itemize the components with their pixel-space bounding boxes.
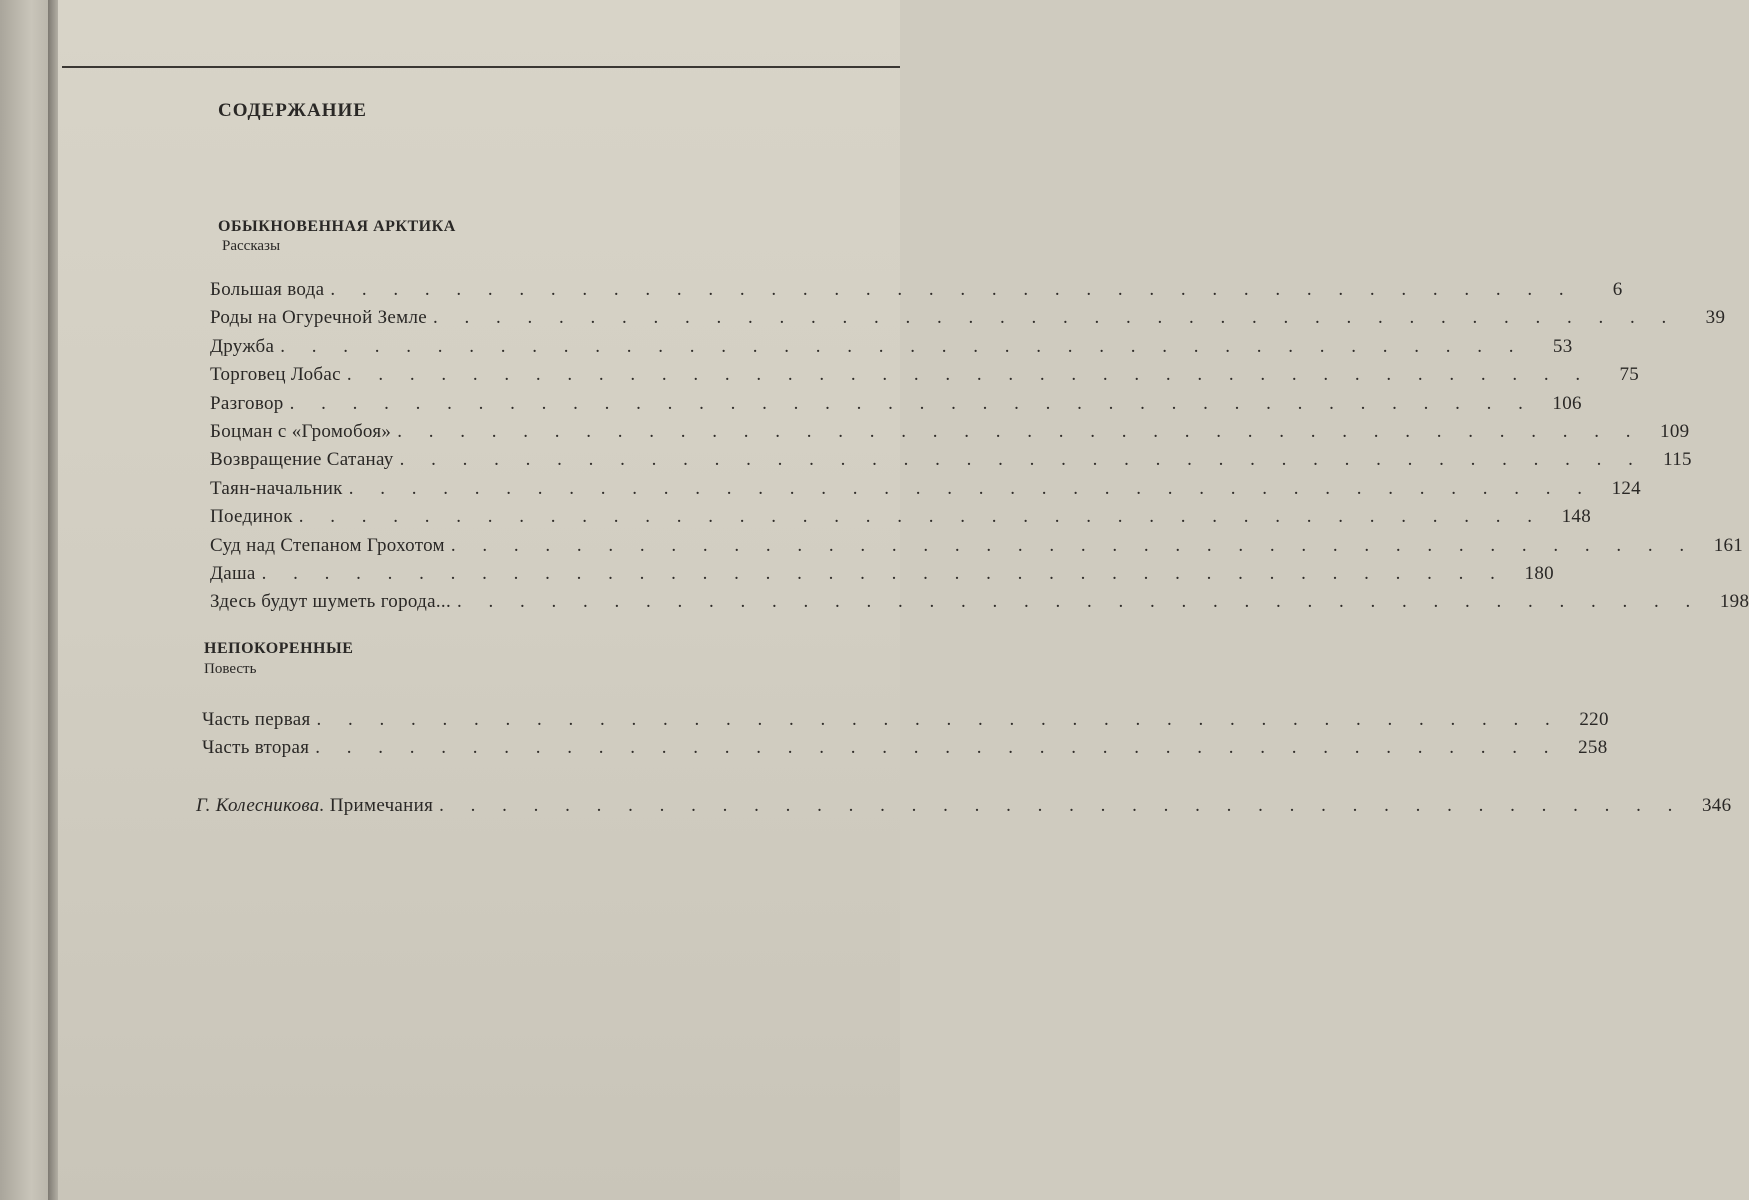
- toc-item-page: 161: [1713, 534, 1744, 556]
- toc-row[interactable]: [210, 420, 1690, 449]
- notes-title: Примечания: [329, 795, 434, 816]
- toc-item-label: Таян-начальник: [210, 477, 343, 499]
- toc-item-page: 115: [1663, 449, 1692, 471]
- toc-notes-page: 346: [1701, 795, 1732, 816]
- toc-item-label: Дружба: [210, 335, 275, 357]
- toc-item-label: Боцман с «Громобоя»: [210, 420, 392, 442]
- leader-dots: . . . . . . . . . . . . . . . . . . . . . . . . . . . . . . . . . . . . . . . .: [433, 307, 1678, 329]
- toc-row[interactable]: [210, 449, 1692, 477]
- toc-row[interactable]: [210, 591, 1749, 619]
- book-gutter: [48, 0, 58, 1200]
- toc-row-notes[interactable]: [196, 795, 1732, 823]
- leader-dots: . . . . . . . . . . . . . . . . . . . . . . . . . . . . . . . . . . . . . . . .: [315, 737, 1560, 759]
- section-subtitle-stories: Рассказы: [222, 238, 281, 254]
- toc-row[interactable]: [210, 392, 1582, 421]
- header-rule: [62, 66, 900, 68]
- leader-dots: . . . . . . . . . . . . . . . . . . . . . . . . . . . . . . . . . . . . . . . .: [457, 591, 1702, 613]
- toc-item-label: Поединок: [210, 506, 293, 528]
- leader-dots: . . . . . . . . . . . . . . . . . . . . . . . . . . . . . . . . . . . . . . . .: [316, 709, 1561, 730]
- toc-row[interactable]: [210, 534, 1744, 563]
- leader-dots: . . . . . . . . . . . . . . . . . . . . . . . . . . . . . . . . . . . . . . . .: [261, 562, 1506, 584]
- toc-item-label: Разговор: [210, 392, 284, 414]
- toc-item-page: 180: [1524, 562, 1554, 584]
- toc-item-label: Большая вода: [210, 279, 325, 300]
- leader-dots: . . . . . . . . . . . . . . . . . . . . . . . . . . . . . . . . . . . . . . . .: [330, 279, 1575, 300]
- toc-item-page: 148: [1561, 506, 1592, 528]
- toc-item-page: 198: [1719, 591, 1749, 613]
- toc-row[interactable]: [210, 335, 1573, 364]
- toc-item-page: 220: [1579, 709, 1609, 730]
- toc-list-notes: [196, 795, 1732, 823]
- leader-dots: . . . . . . . . . . . . . . . . . . . . . . . . . . . . . . . . . . . . . . . .: [280, 335, 1525, 357]
- toc-item-page: 6: [1612, 279, 1623, 300]
- toc-item-label: Возвращение Сатанау: [210, 449, 394, 471]
- toc-item-page: 258: [1578, 737, 1608, 759]
- toc-row[interactable]: [210, 562, 1554, 591]
- toc-row[interactable]: [210, 477, 1641, 506]
- leader-dots: . . . . . . . . . . . . . . . . . . . . . . . . . . . . . . . . . . . . . . . .: [399, 449, 1644, 471]
- toc-item-page: 53: [1552, 335, 1573, 357]
- toc-row[interactable]: [210, 307, 1726, 335]
- toc-item-page: 106: [1552, 392, 1582, 414]
- toc-item-label: Суд над Степаном Грохотом: [210, 534, 445, 556]
- toc-list-unconquered: [202, 709, 1609, 766]
- section-title-arctic: ОБЫКНОВЕННАЯ АРКТИКА: [218, 218, 456, 235]
- toc-item-page: 109: [1660, 420, 1690, 442]
- toc-row[interactable]: [202, 709, 1609, 737]
- toc-item-label: Часть вторая: [202, 737, 310, 759]
- toc-item-label: Даша: [210, 562, 256, 584]
- leader-dots: . . . . . . . . . . . . . . . . . . . . . . . . . . . . . . . . . . . . . . . .: [289, 392, 1534, 414]
- toc-item-page: 124: [1611, 477, 1641, 499]
- toc-item-label: Торговец Лобас: [210, 364, 341, 386]
- toc-notes-label: [196, 795, 439, 817]
- leader-dots: . . . . . . . . . . . . . . . . . . . . . . . . . . . . . . . . . . . . . . . .: [348, 477, 1593, 499]
- leader-dots: . . . . . . . . . . . . . . . . . . . . . . . . . . . . . . . . . . . . . . . .: [439, 795, 1684, 816]
- section-subtitle-novella: Повесть: [204, 661, 257, 677]
- left-page-edge: [0, 0, 52, 1200]
- toc-item-label: Часть первая: [202, 709, 311, 730]
- toc-row[interactable]: [210, 279, 1623, 307]
- page-title: СОДЕРЖАНИЕ: [218, 100, 367, 121]
- toc-row[interactable]: [202, 737, 1608, 765]
- leader-dots: . . . . . . . . . . . . . . . . . . . . . . . . . . . . . . . . . . . . . . . .: [450, 534, 1696, 556]
- notes-author: Г. Колесникова.: [196, 795, 325, 816]
- leader-dots: . . . . . . . . . . . . . . . . . . . . . . . . . . . . . . . . . . . . . . . .: [298, 506, 1544, 528]
- toc-item-label: Здесь будут шуметь города...: [210, 591, 452, 613]
- toc-item-label: Роды на Огуречной Земле: [210, 307, 427, 329]
- toc-item-page: 75: [1619, 364, 1640, 386]
- toc-list-arctic: [210, 279, 1749, 620]
- toc-row[interactable]: [210, 364, 1640, 392]
- toc-row[interactable]: [210, 506, 1592, 534]
- leader-dots: . . . . . . . . . . . . . . . . . . . . . . . . . . . . . . . . . . . . . . . .: [397, 420, 1642, 442]
- toc-item-page: 39: [1705, 307, 1726, 329]
- section-title-unconquered: НЕПОКОРЕННЫЕ: [204, 640, 354, 657]
- leader-dots: . . . . . . . . . . . . . . . . . . . . . . . . . . . . . . . . . . . . . . . .: [346, 364, 1592, 386]
